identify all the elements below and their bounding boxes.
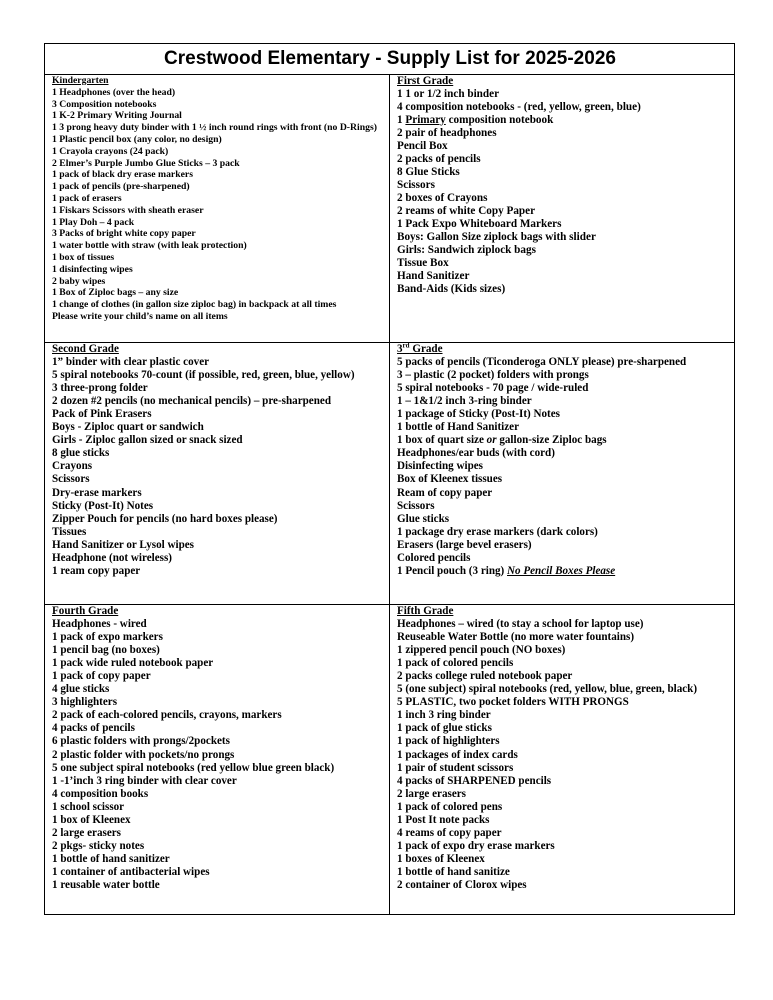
list-item: 1 inch 3 ring binder [397, 709, 491, 722]
list-item: Box of Kleenex tissues [397, 473, 503, 486]
list-item: 1 Post It note packs [397, 813, 490, 826]
list-item: Boys - Ziploc quart or sandwich [52, 421, 204, 434]
list-item: 1 pack of copy paper [52, 670, 151, 683]
list-item: 1 -1’inch 3 ring binder with clear cover [52, 774, 237, 787]
list-item: 8 glue sticks [52, 447, 110, 460]
list-item: Boys: Gallon Size ziplock bags with slider [397, 231, 596, 243]
list-item: Sticky (Post-It) Notes [52, 499, 154, 512]
list-item: 1 Box of Ziploc bags – any size [52, 287, 179, 299]
list-item: Headphones/ear buds (with cord) [397, 447, 555, 460]
heading-word: Grade [409, 343, 443, 355]
list-item: 1 Pack Expo Whiteboard Markers [397, 218, 562, 230]
list-item: 1 pencil bag (no boxes) [52, 644, 160, 657]
list-item: Please write your child’s name on all items [52, 310, 228, 322]
page-title: Crestwood Elementary - Supply List for 2025-2026 [45, 44, 735, 75]
list-item: 2 container of Clorox wipes [397, 878, 527, 891]
list-item: Pencil Box [397, 140, 448, 152]
list-item: Colored pencils [397, 551, 471, 564]
list-item: 1 pack wide ruled notebook paper [52, 657, 214, 670]
list-item: Pack of Pink Erasers [52, 408, 152, 421]
first-grade-cell [390, 75, 735, 343]
list-item: 1” binder with clear plastic cover [52, 356, 210, 369]
list-item: Headphone (not wireless) [52, 551, 172, 564]
list-item: Erasers (large bevel erasers) [397, 538, 532, 551]
list-item: 1 bottle of Hand Sanitizer [397, 421, 520, 434]
list-item [397, 434, 728, 447]
list-item: 5 packs of pencils (Ticonderoga ONLY please) pre-sharpened [397, 356, 687, 369]
list-item: 5 one subject spiral notebooks (red yellow blue green black) [52, 761, 335, 774]
supply-list-table [44, 43, 735, 915]
list-item: 1 1 or 1/2 inch binder [397, 88, 500, 100]
list-item: 5 PLASTIC, two pocket folders WITH PRONGS [397, 696, 629, 709]
list-item: 2 pack of each-colored pencils, crayons, markers [52, 709, 282, 722]
list-item: Tissues [52, 525, 87, 538]
list-item: 2 plastic folder with pockets/no prongs [52, 748, 235, 761]
list-item: 2 boxes of Crayons [397, 192, 488, 204]
list-item: 1 pack of expo markers [52, 631, 163, 644]
list-item: 2 baby wipes [52, 275, 106, 287]
list-item: 2 packs college ruled notebook paper [397, 670, 573, 683]
list-item: 1 zippered pencil pouch (NO boxes) [397, 644, 566, 657]
item-emphasis: Primary [405, 114, 446, 126]
item-text: 1 Pencil pouch (3 ring) [397, 564, 508, 577]
list-item: 1 package dry erase markers (dark colors) [397, 525, 598, 538]
list-item: 4 reams of copy paper [397, 826, 502, 839]
fourth-grade-heading: Fourth Grade [52, 605, 119, 617]
list-item: 5 (one subject) spiral notebooks (red, yellow, blue, green, black) [397, 683, 698, 696]
fifth-grade-heading: Fifth Grade [397, 605, 454, 617]
list-item: 1 bottle of hand sanitizer [52, 852, 170, 865]
list-item: Crayons [52, 460, 93, 473]
list-item: Tissue Box [397, 257, 449, 269]
list-item: 1 disinfecting wipes [52, 263, 133, 275]
list-item: 1 K-2 Primary Writing Journal [52, 110, 182, 122]
list-item: Band-Aids (Kids sizes) [397, 283, 506, 295]
item-note: No Pencil Boxes Please [507, 564, 616, 577]
list-item: 3 three-prong folder [52, 382, 148, 395]
list-item: 1 school scissor [52, 800, 125, 813]
list-item: 4 composition notebooks - (red, yellow, green, blue) [397, 101, 641, 113]
second-grade-heading: Second Grade [52, 343, 119, 355]
list-item: 4 packs of pencils [52, 722, 135, 735]
list-item: 1 box of Kleenex [52, 813, 131, 826]
list-item: 1 box of tissues [52, 251, 115, 263]
list-item: 1 Headphones (over the head) [52, 86, 176, 98]
fourth-grade-cell [45, 605, 390, 915]
list-item: Headphones - wired [52, 618, 147, 631]
list-item: 2 pair of headphones [397, 127, 497, 139]
list-item: 5 spiral notebooks - 70 page / wide-ruled [397, 382, 589, 395]
kindergarten-cell [45, 75, 390, 343]
third-grade-cell [390, 343, 735, 605]
list-item: Girls: Sandwich ziplock bags [397, 244, 536, 256]
heading-number: 3 [397, 343, 403, 355]
item-text: gallon-size Ziploc bags [496, 434, 607, 447]
list-item: Dry-erase markers [52, 486, 142, 499]
second-grade-cell [45, 343, 390, 605]
list-item: Girls - Ziploc gallon sized or snack sized [52, 434, 243, 447]
list-item: 2 Elmer’s Purple Jumbo Glue Sticks – 3 pack [52, 157, 240, 169]
list-item: Reuseable Water Bottle (no more water fountains) [397, 631, 635, 644]
list-item: Ream of copy paper [397, 486, 493, 499]
list-item: 3 highlighters [52, 696, 118, 709]
list-item: 1 Fiskars Scissors with sheath eraser [52, 204, 204, 216]
list-item: 8 Glue Sticks [397, 166, 460, 178]
list-item: 1 pack of pencils (pre-sharpened) [52, 181, 190, 193]
item-text: composition notebook [445, 114, 554, 126]
list-item: 1 container of antibacterial wipes [52, 865, 210, 878]
list-item: 1 water bottle with straw (with leak protection) [52, 240, 247, 252]
list-item: 1 reusable water bottle [52, 878, 160, 891]
list-item: 2 pkgs- sticky notes [52, 839, 145, 852]
list-item: 1 bottle of hand sanitize [397, 865, 510, 878]
list-item: 1 pack of expo dry erase markers [397, 839, 555, 852]
item-text: 1 [397, 114, 406, 126]
list-item: Hand Sanitizer or Lysol wipes [52, 538, 194, 551]
list-item: 1 pack of erasers [52, 192, 122, 204]
list-item: 5 spiral notebooks 70-count (if possible, red, green, blue, yellow) [52, 369, 355, 382]
third-grade-heading [397, 343, 728, 356]
list-item: 1 3 prong heavy duty binder with 1 ½ inch round rings with front (no D-Rings) [52, 122, 377, 134]
kindergarten-heading: Kindergarten [52, 75, 109, 86]
list-item: 1 pack of glue sticks [397, 722, 492, 735]
list-item: 1 packages of index cards [397, 748, 518, 761]
list-item: 2 large erasers [397, 787, 466, 800]
list-item: 4 glue sticks [52, 683, 110, 696]
list-item: 2 packs of pencils [397, 153, 481, 165]
list-item: 4 packs of SHARPENED pencils [397, 774, 552, 787]
list-item: 3 – plastic (2 pocket) folders with prongs [397, 369, 589, 382]
list-item: 2 reams of white Copy Paper [397, 205, 536, 217]
list-item: 1 pack of black dry erase markers [52, 169, 193, 181]
list-item: Scissors [52, 473, 90, 486]
list-item: 4 composition books [52, 787, 149, 800]
list-item: 1 Play Doh – 4 pack [52, 216, 135, 228]
list-item: 2 large erasers [52, 826, 121, 839]
list-item: 2 dozen #2 pencils (no mechanical pencils) – pre-sharpened [52, 395, 331, 408]
list-item: 3 Packs of bright white copy paper [52, 228, 196, 240]
item-text: 1 box of quart size [397, 434, 487, 447]
list-item: 6 plastic folders with prongs/2pockets [52, 735, 230, 748]
list-item: Scissors [397, 179, 435, 191]
first-grade-heading: First Grade [397, 75, 454, 87]
list-item: Hand Sanitizer [397, 270, 470, 282]
list-item: 1 pack of colored pencils [397, 657, 514, 670]
list-item: Scissors [397, 499, 435, 512]
heading-ordinal: rd [402, 341, 410, 350]
list-item [397, 565, 728, 578]
list-item [397, 114, 728, 127]
item-emphasis: or [486, 434, 497, 447]
list-item: 3 Composition notebooks [52, 98, 157, 110]
list-item: 1 pack of highlighters [397, 735, 500, 748]
list-item: 1 ream copy paper [52, 564, 141, 577]
list-item: 1 Plastic pencil box (any color, no design) [52, 133, 222, 145]
list-item: 1 pair of student scissors [397, 761, 514, 774]
list-item: Glue sticks [397, 512, 450, 525]
list-item: 1 – 1&1/2 inch 3-ring binder [397, 395, 532, 408]
list-item: 1 boxes of Kleenex [397, 852, 485, 865]
list-item: 1 pack of colored pens [397, 800, 503, 813]
list-item: Headphones – wired (to stay a school for laptop use) [397, 618, 644, 631]
list-item: Disinfecting wipes [397, 460, 483, 473]
fifth-grade-cell [390, 605, 735, 915]
list-item: 1 change of clothes (in gallon size ziploc bag) in backpack at all times [52, 299, 337, 311]
list-item: Zipper Pouch for pencils (no hard boxes please) [52, 512, 278, 525]
list-item: 1 Crayola crayons (24 pack) [52, 145, 169, 157]
list-item: 1 package of Sticky (Post-It) Notes [397, 408, 560, 421]
